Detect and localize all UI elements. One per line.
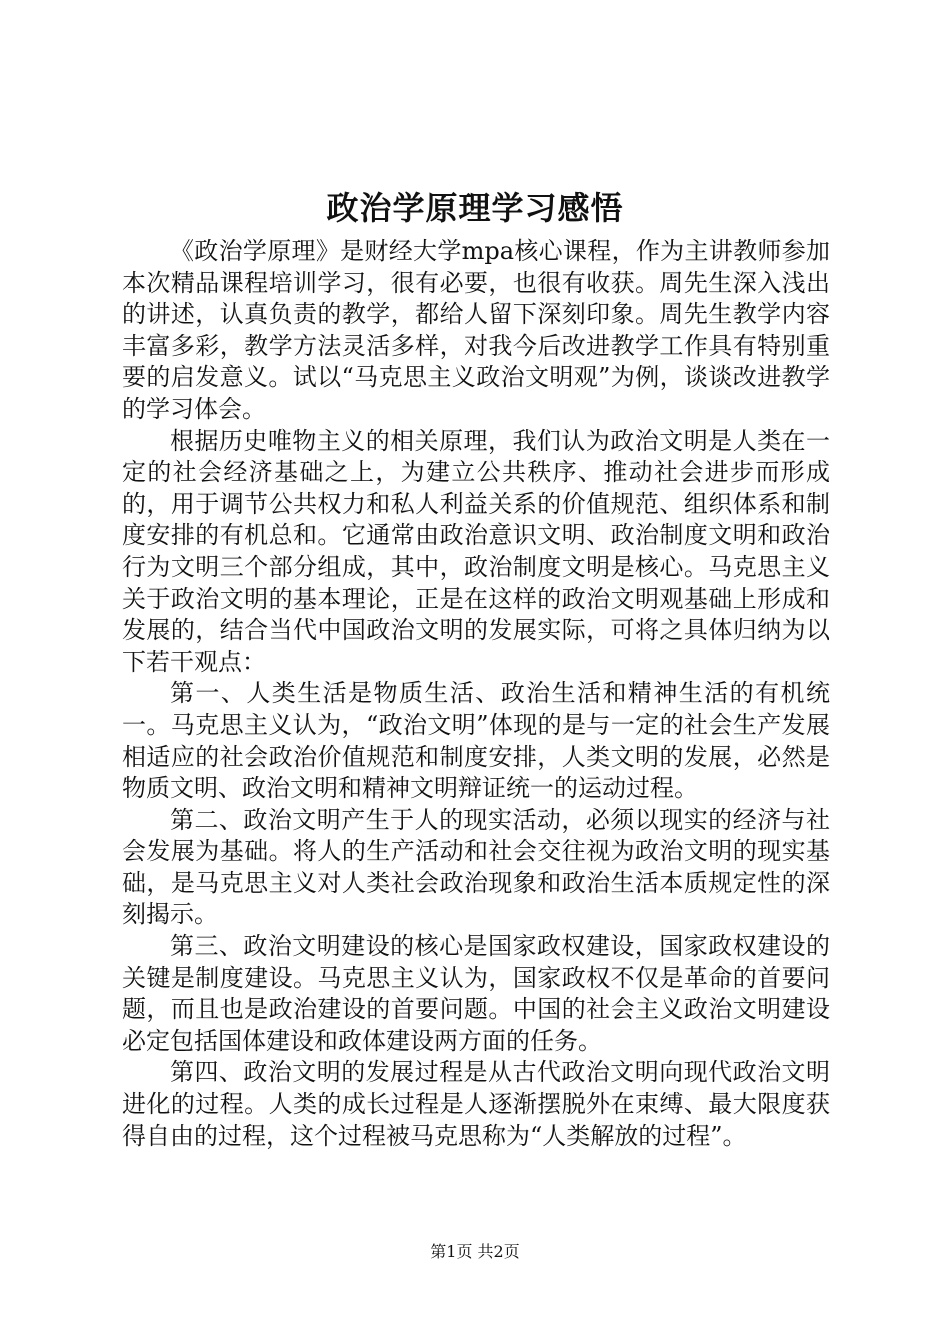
paragraph-definition: 根据历史唯物主义的相关原理，我们认为政治文明是人类在一定的社会经济基础之上，为建立公共秩序、推动社会进步而形成的，用于调节公共权力和私人利益关系的价值规范、组织体系和制度安排的有机总和。它通常由政治意识文明、政治制度文明和政治行为文明三个部分组成，其中，政治制度文明是核心。马克思主义关于政治文明的基本理论，正是在这样的政治文明观基础上形成和发展的，结合当代中国政治文明的发展实际，可将之具体归纳为以下若干观点： — [122, 426, 830, 676]
paragraph-point-two: 第二、政治文明产生于人的现实活动，必须以现实的经济与社会发展为基础。将人的生产活动和社会交往视为政治文明的现实基础，是马克思主义对人类社会政治现象和政治生活本质规定性的深刻揭示。 — [122, 805, 830, 929]
paragraph-intro: 《政治学原理》是财经大学mpa核心课程，作为主讲教师参加本次精品课程培训学习，很有必要，也很有收获。周先生深入浅出的讲述，认真负责的教学，都给人留下深刻印象。周先生教学内容丰富多彩，教学方法灵活多样，对我今后改进教学工作具有特别重要的启发意义。试以“马克思主义政治文明观”为例，谈谈改进教学的学习体会。 — [122, 237, 830, 423]
page-number-footer: 第1页 共2页 — [430, 1242, 520, 1261]
document-title: 政治学原理学习感悟 — [326, 189, 624, 227]
paragraph-point-three: 第三、政治文明建设的核心是国家政权建设，国家政权建设的关键是制度建设。马克思主义认为，国家政权不仅是革命的首要问题，而且也是政治建设的首要问题。中国的社会主义政治文明建设必定包括国体建设和政体建设两方面的任务。 — [122, 932, 830, 1055]
document-body — [122, 236, 830, 1152]
paragraph-point-four: 第四、政治文明的发展过程是从古代政治文明向现代政治文明进化的过程。人类的成长过程是人逐渐摆脱外在束缚、最大限度获得自由的过程，这个过程被马克思称为“人类解放的过程”。 — [122, 1058, 830, 1150]
paragraph-point-one: 第一、人类生活是物质生活、政治生活和精神生活的有机统一。马克思主义认为，“政治文明”体现的是与一定的社会生产发展相适应的社会政治价值规范和制度安排，人类文明的发展，必然是物质文明、政治文明和精神文明辩证统一的运动过程。 — [122, 679, 830, 803]
